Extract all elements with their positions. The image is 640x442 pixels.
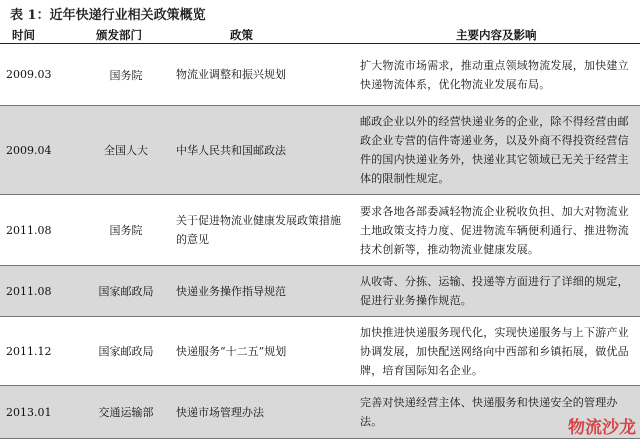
row-policy: 关于促进物流业健康发展政策措施的意见	[176, 214, 341, 246]
row-time: 2009.04	[6, 143, 52, 157]
row-policy: 快递服务“十二五”规划	[176, 344, 287, 358]
row-content: 扩大物流市场需求，推动重点领域物流发展，加快建立快递物流体系，优化物流业发展布局。	[360, 58, 629, 91]
row-dept: 国家邮政局	[98, 285, 154, 298]
row-policy: 物流业调整和振兴规划	[176, 68, 286, 81]
table-row	[0, 386, 640, 439]
row-content: 完善对快递经营主体、快递服务和快递安全的管理办法。	[360, 396, 618, 428]
row-content: 从收寄、分拣、运输、投递等方面进行了详细的规定，促进行业务操作规范。	[360, 275, 629, 307]
table-row	[0, 195, 640, 266]
header-policy: 政策	[230, 28, 253, 42]
header-dept: 颁发部门	[96, 28, 142, 42]
watermark-logo: 物流沙龙	[568, 418, 636, 438]
row-policy: 快递业务操作指导规范	[176, 284, 286, 298]
row-dept: 交通运输部	[98, 406, 154, 419]
header-content: 主要内容及影响	[456, 28, 537, 42]
row-dept: 国务院	[109, 224, 143, 237]
row-time: 2009.03	[6, 68, 52, 81]
row-time: 2013.01	[6, 405, 52, 419]
header-time: 时间	[12, 28, 35, 42]
row-dept: 全国人大	[104, 144, 148, 157]
row-content: 邮政企业以外的经营快递业务的企业，除不得经营由邮政企业专营的信件寄递业务，以及外商不得投资经营信件的国内快递业务外，快递业其它领域已无关于经营主体的限制性规定。	[360, 115, 629, 185]
row-dept: 国家邮政局	[98, 345, 154, 358]
table-row	[0, 106, 640, 195]
table-header	[0, 24, 640, 44]
row-time: 2011.08	[6, 284, 52, 298]
row-dept: 国务院	[109, 68, 143, 82]
row-time: 2011.08	[6, 223, 52, 237]
table-row	[0, 317, 640, 386]
row-content: 要求各地各部委减轻物流企业税收负担、加大对物流业土地政策支持力度、促进物流车辆便利通行、推进物流技术创新等，推动物流业健康发展。	[360, 204, 629, 256]
row-time: 2011.12	[6, 344, 52, 358]
row-policy: 中华人民共和国邮政法	[176, 143, 286, 157]
row-content: 加快推进快递服务现代化，实现快递服务与上下游产业协调发展，加快配送网络向中西部和乡镇拓展，做优品牌，培育国际知名企业。	[360, 325, 629, 377]
table-caption: 表 1：近年快递行业相关政策概览	[10, 8, 206, 23]
row-policy: 快递市场管理办法	[176, 405, 264, 419]
table-row	[0, 266, 640, 317]
table-row	[0, 44, 640, 106]
